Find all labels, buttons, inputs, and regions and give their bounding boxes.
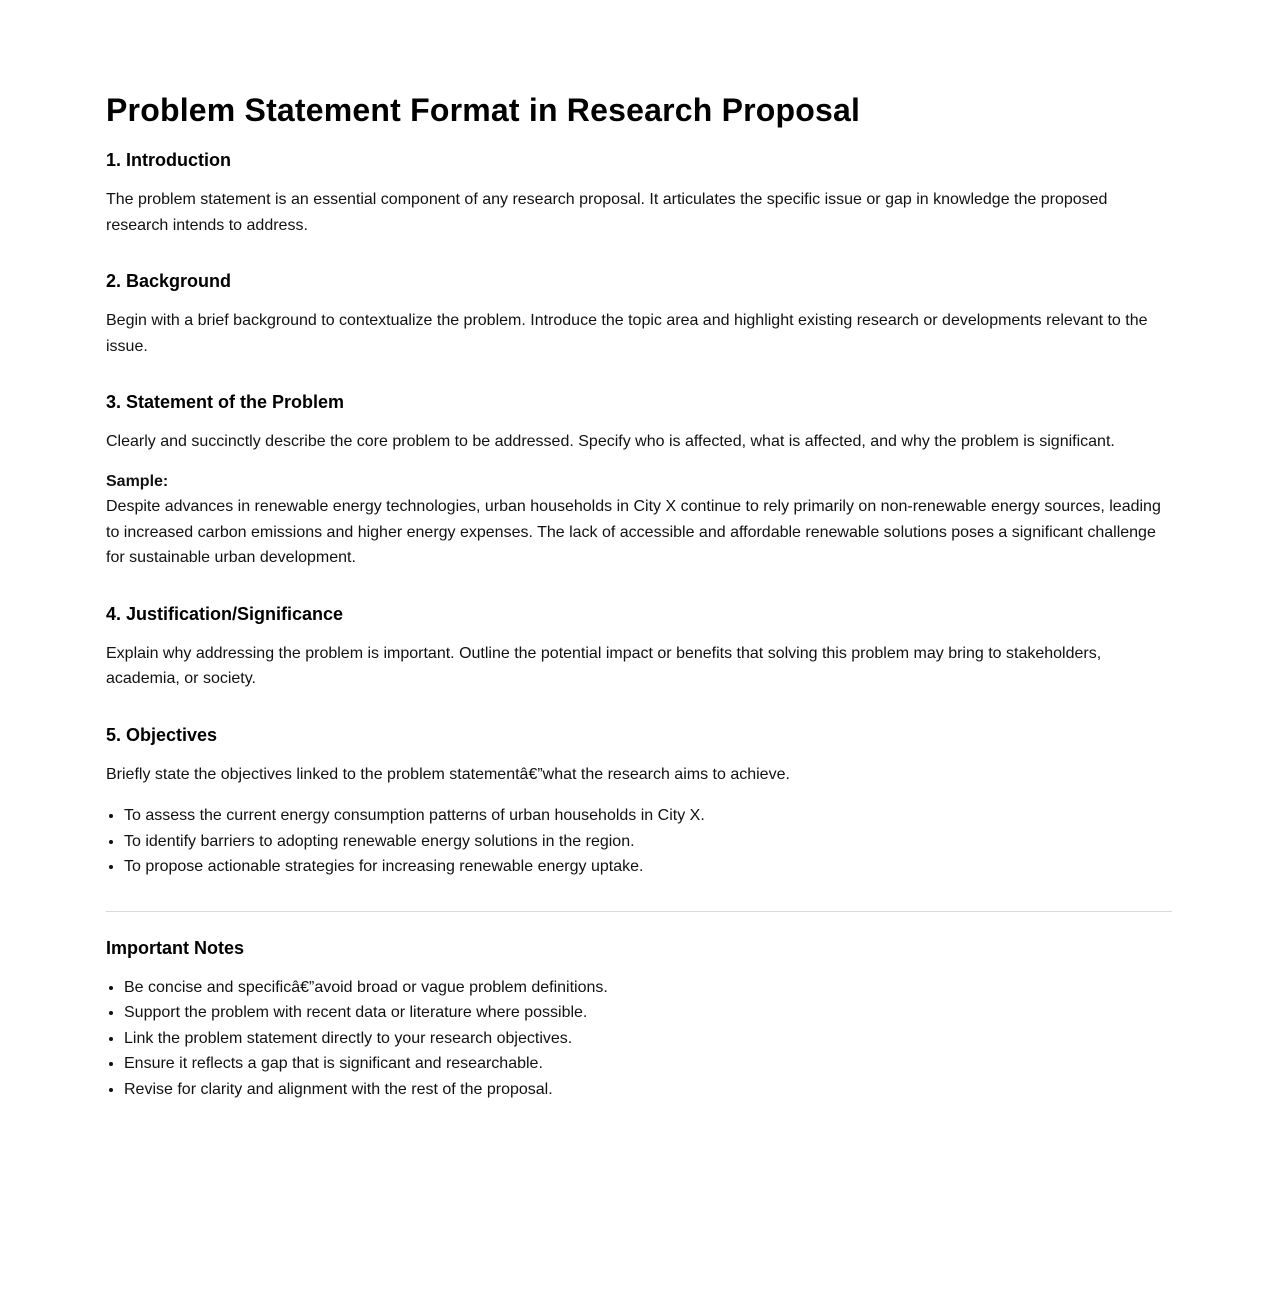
section-paragraph: Explain why addressing the problem is important. Outline the potential impact or benefits that solving this problem may bring to stakeholders, academia, or society. — [106, 644, 1102, 687]
sample-label: Sample: — [106, 472, 169, 490]
sample-block — [106, 469, 1172, 571]
section-paragraph: The problem statement is an essential component of any research proposal. It articulates the specific issue or gap in knowledge the proposed research intends to address. — [106, 191, 1108, 234]
section-heading: Important Notes — [106, 937, 245, 958]
section-paragraph: Clearly and succinctly describe the core problem to be addressed. Specify who is affected, what is affected, and why the problem is significant. — [106, 433, 1115, 450]
section-heading: 4. Justification/Significance — [106, 603, 344, 624]
list-item: • Revise for clarity and alignment with the rest of the proposal. — [124, 1077, 1172, 1103]
list-item: • Link the problem statement directly to your research objectives. — [124, 1026, 1172, 1052]
list-item: • To propose actionable strategies for increasing renewable energy uptake. — [124, 854, 1172, 880]
section-justification — [106, 602, 1172, 692]
list-item: • Support the problem with recent data or literature where possible. — [124, 1000, 1172, 1026]
section-paragraph: Begin with a brief background to contextualize the problem. Introduce the topic area and highlight existing research or developments relevant to the issue. — [106, 312, 1148, 355]
page-title: Problem Statement Format in Research Proposal — [106, 92, 861, 128]
sample-text: Despite advances in renewable energy technologies, urban households in City X continue to rely primarily on non-renewable energy sources, leading to increased carbon emissions and higher energy expenses. The lack of accessible and affordable renewable solutions poses a significant challenge for sustainable urban development. — [106, 498, 1161, 566]
section-heading: 5. Objectives — [106, 724, 218, 745]
list-item: • To assess the current energy consumption patterns of urban households in City X. — [124, 803, 1172, 829]
section-heading: 3. Statement of the Problem — [106, 392, 345, 412]
document-content — [106, 88, 1172, 1102]
section-background — [106, 269, 1172, 359]
section-introduction — [106, 148, 1172, 238]
notes-list — [106, 975, 1172, 1103]
section-important-notes — [106, 936, 1172, 1103]
section-heading: 2. Background — [106, 271, 232, 291]
section-statement — [106, 390, 1172, 571]
section-objectives — [106, 723, 1172, 880]
list-item: • Ensure it reflects a gap that is significant and researchable. — [124, 1051, 1172, 1077]
section-heading: 1. Introduction — [106, 150, 231, 170]
list-item: • Be concise and specificâ€”avoid broad or vague problem definitions. — [124, 975, 1172, 1001]
objectives-list — [106, 803, 1172, 880]
section-paragraph: Briefly state the objectives linked to the problem statementâ€”what the research aims to achieve. — [106, 765, 790, 783]
list-item: • To identify barriers to adopting renewable energy solutions in the region. — [124, 829, 1172, 855]
